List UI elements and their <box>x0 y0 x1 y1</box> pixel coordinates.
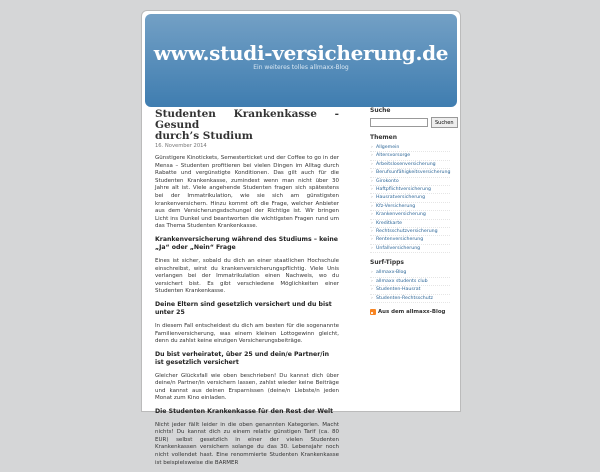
post-subheading: Krankenversicherung während des Studiums – keine „Ja“ oder „Nein“ Frage <box>155 235 338 252</box>
category-link[interactable]: › Unfallversicherung <box>370 245 450 253</box>
search-heading: Suche <box>370 107 391 114</box>
themes-heading: Themen <box>370 134 398 141</box>
main-content <box>155 109 339 472</box>
post-date: 16. November 2014 <box>155 143 207 149</box>
post-paragraph: Günstigere Kinotickets, Semesterticket und der Coffee to go in der Mensa – Studenten profitieren bei vielen Dingen im Alltag durch Rabatte und vergünstigte Konditionen. Das gilt auch für die Studenten Krankenkasse, zumindest wenn man nicht über 30 Jahre alt ist. Viele angehende Studenten fragen sich spätestens bei der Immatrikulation, wie sie sich am günstigsten krankenversichern. Hinzu kommt oft die Frage, welcher Anbieter aus dem Versicherungsdschungel der Richtige ist. Wir bringen Licht ins Dunkel und beantworten die wichtigsten Fragen rund um das Thema Studenten Krankenkasse. <box>155 155 339 230</box>
post-paragraph: Gleicher Glücksfall wie oben beschrieben! Du kannst dich über deine/n Partner/in versichern lassen, zahlst wieder keine Beiträge und kannst aus deinen Ersparnissen (deine/n Liebste/n jeden Monat zum Kino einladen. <box>155 372 339 402</box>
post-paragraph: Nicht jeder fällt leider in die oben genannten Kategorien. Macht nichts! Du kannst dich zu einem relativ günstigen Tarif (ca. 80 EUR) selbst gesetzlich in einer der vielen Studenten Krankenkassen versichern solange du das 30. Lebensjahr noch nicht vollendet hast. Eine renommierte Studenten Krankenkasse ist beispielsweise die BARMER <box>155 421 339 466</box>
search-input[interactable] <box>370 118 428 127</box>
rss-feed-label: Aus dem allmaxx-Blog <box>378 308 446 315</box>
category-link[interactable]: › Haftpflichtversicherung <box>370 186 450 194</box>
rss-icon <box>370 309 376 315</box>
category-link[interactable]: › Kreditkarte <box>370 220 450 228</box>
blog-description: Ein weiteres tolles allmaxx-Blog <box>253 64 349 71</box>
category-link[interactable]: › Allgemein <box>370 144 450 152</box>
category-link[interactable]: › Hausratversicherung <box>370 194 450 202</box>
sidebar <box>370 107 454 315</box>
rss-feed-heading[interactable] <box>370 309 450 315</box>
category-link[interactable]: › Krankenversicherung <box>370 211 450 219</box>
surf-tip-link[interactable]: › Studenten-Rechtsschutz <box>370 295 450 303</box>
post-title-line2[interactable]: durch’s Studium <box>155 130 253 142</box>
post-subheading: Deine Eltern sind gesetzlich versichert und du bist unter 25 <box>155 300 332 317</box>
category-link[interactable]: › Kfz-Versicherung <box>370 203 450 211</box>
category-link[interactable]: › Rentenversicherung <box>370 236 450 244</box>
surf-tips-list <box>370 269 450 303</box>
category-link[interactable]: › Arbeitslosenversicherung <box>370 161 450 169</box>
category-link[interactable]: › Berufsunfähigkeitsversicherung <box>370 169 450 177</box>
category-link[interactable]: › Girokonto <box>370 178 450 186</box>
category-link[interactable]: › Altersvorsorge <box>370 152 450 160</box>
surf-tip-link[interactable]: › allmaxx students club <box>370 278 450 286</box>
surf-tips-heading: Surf-Tipps <box>370 259 404 267</box>
search-button[interactable]: Suchen <box>431 117 458 128</box>
search-form <box>370 117 454 128</box>
surf-tip-link[interactable]: › allmaxx-Blog <box>370 269 450 277</box>
category-link[interactable]: › Rechtsschutzversicherung <box>370 228 450 236</box>
post-subheading: Die Studenten Krankenkasse für den Rest der Welt <box>155 408 334 416</box>
post-paragraph: In diesem Fall entscheidest du dich am besten für die sogenannte Familienversicherung, was einem kleinen Lottogewinn gleicht, denn du zahlst keine einzigen Versicherungsbeiträge. <box>155 322 339 345</box>
surf-tip-link[interactable]: › Studenten-Hausrat <box>370 286 450 294</box>
post-subheading: Du bist verheiratet, über 25 und dein/e Partner/in ist gesetzlich versichert <box>155 350 330 367</box>
post-title[interactable]: Studenten Krankenkasse - Gesund <box>155 108 339 131</box>
themes-list <box>370 144 450 253</box>
blog-title[interactable]: www.studi-versicherung.de <box>153 41 449 65</box>
page-container <box>141 10 461 466</box>
post-paragraph: Eines ist sicher, sobald du dich an einer staatlichen Hochschule einschreibst, wirst du krankenversicherungspflichtig. Viele Unis verlangen bei der Immatrikulation einen Nachweis, wo du versichert bist. Es gibt verschiedene Möglichkeiten einer Studenten Krankenkasse. <box>155 257 339 295</box>
blog-header <box>145 14 457 107</box>
